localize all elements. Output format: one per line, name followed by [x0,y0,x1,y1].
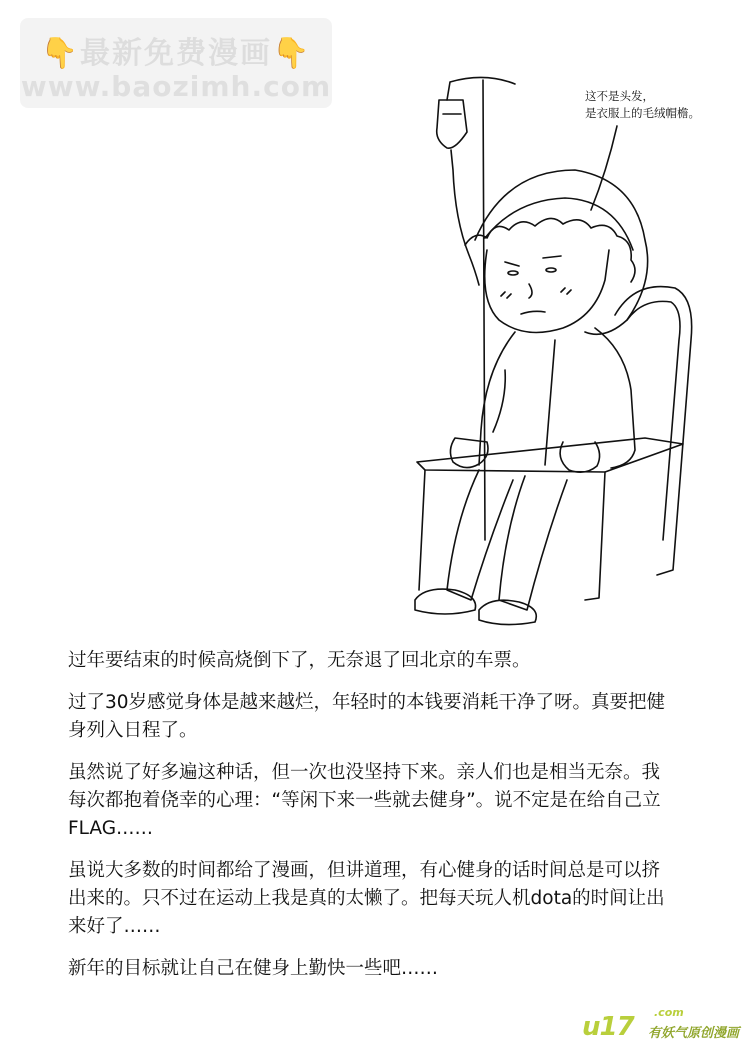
pointing-down-icon: 👇 [272,36,312,71]
essay-text [68,647,668,997]
paragraph: 过年要结束的时候高烧倒下了，无奈退了回北京的车票。 [68,650,531,671]
legs [447,470,513,600]
logo-mark: u17 [582,1012,634,1042]
face [485,250,609,333]
left-shoe [415,589,476,614]
paragraph: 虽说大多数的时间都给了漫画，但讲道理，有心健身的话时间总是可以挤出来的。只不过在运动上我是真的太懒了。把每天玩人机dota的时间让出来好了…… [68,860,665,937]
watermark-title-row [20,28,332,72]
pointing-down-icon: 👇 [40,36,80,71]
paragraph: 新年的目标就让自己在健身上勤快一些吧…… [68,958,439,979]
watermark-title: 最新免费漫画 [80,36,272,71]
logo-domain: .com [654,1006,684,1019]
iv-tube [451,150,479,285]
annotation-pointer [591,126,617,210]
chair-arm [417,438,683,472]
watermark-badge [20,18,332,108]
watermark-url: www.baozimh.com [20,70,332,103]
paragraph: 过了30岁感觉身体是越来越烂，年轻时的本钱要消耗干净了呀。真要把健身列入日程了。 [68,692,666,741]
logo-tagline: 有妖气原创漫画 [648,1026,740,1041]
illustration-annotation: 这不是头发， 是衣服上的毛绒帽檐。 [585,89,700,120]
iv-hook [447,77,515,100]
paragraph: 虽然说了好多遍这种话，但一次也没坚持下来。亲人们也是相当无奈。我每次都抱着侥幸的心理：“等闲下来一些就去健身”。说不定是在给自己立FLAG…… [68,762,661,839]
left-hand [450,438,488,468]
hood [475,170,648,334]
sick-person-illustration [395,70,740,630]
u17-logo [582,1006,740,1046]
iv-bag [437,100,467,148]
